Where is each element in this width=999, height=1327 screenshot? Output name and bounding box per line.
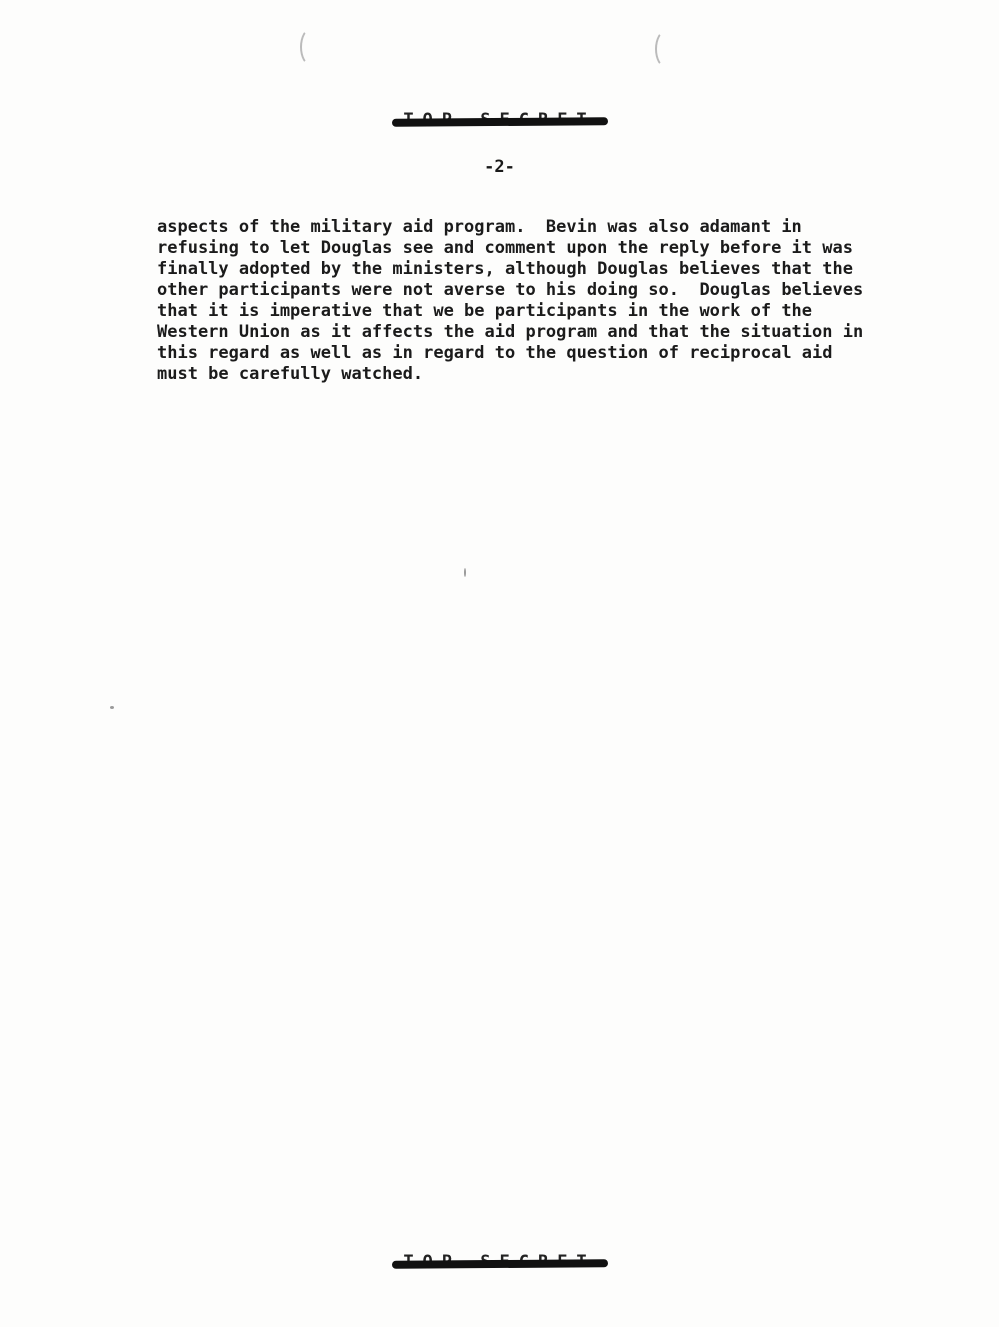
classification-header	[0, 110, 999, 130]
punch-hole-mark-left	[300, 28, 322, 66]
redaction-strike-top	[391, 117, 607, 127]
page-number: -2-	[484, 157, 515, 177]
scan-speck	[110, 706, 114, 709]
body-line: refusing to let Douglas see and comment upon the reply before it was	[157, 238, 853, 258]
body-paragraph	[157, 217, 937, 385]
body-line: finally adopted by the ministers, although Douglas believes that the	[157, 259, 853, 279]
punch-hole-mark-right	[655, 30, 677, 68]
body-line: other participants were not averse to his doing so. Douglas believes	[157, 280, 864, 300]
body-line: this regard as well as in regard to the question of reciprocal aid	[157, 343, 833, 363]
redaction-strike-bottom	[391, 1259, 607, 1269]
body-line: aspects of the military aid program. Bevin was also adamant in	[157, 217, 802, 237]
body-line: must be carefully watched.	[157, 364, 424, 384]
classification-footer	[0, 1252, 999, 1272]
body-line: Western Union as it affects the aid program and that the situation in	[157, 322, 864, 342]
scan-speck	[464, 568, 466, 577]
body-line: that it is imperative that we be participants in the work of the	[157, 301, 813, 321]
